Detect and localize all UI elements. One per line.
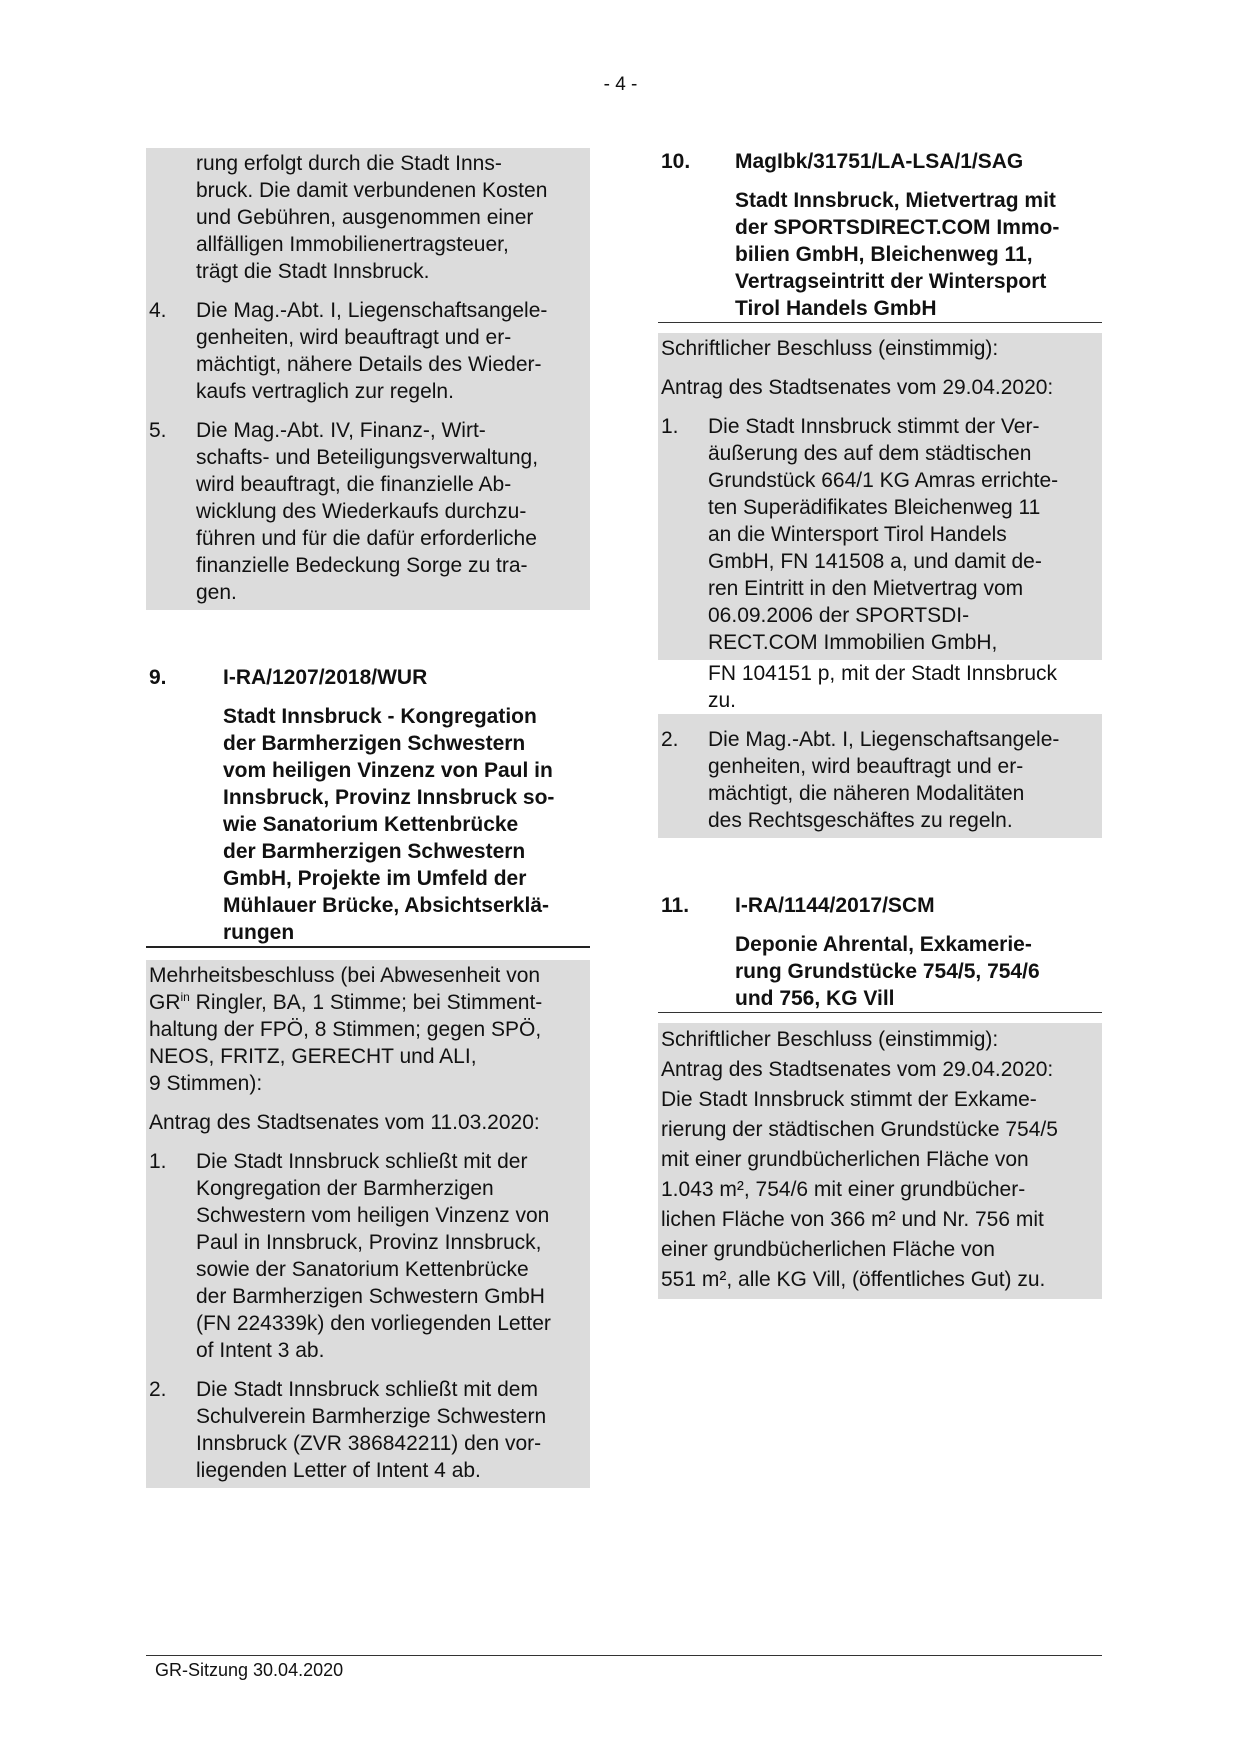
section-9 (146, 664, 590, 1488)
text-line: Die Stadt Innsbruck stimmt der Ver- (708, 415, 1040, 438)
title-line: Deponie Ahrental, Exkamerie- (735, 933, 1032, 956)
title-line: der Barmherzigen Schwestern (223, 732, 526, 755)
text-line: und Gebühren, ausgenommen einer (196, 206, 534, 229)
list-item-2 (661, 726, 1098, 834)
text-line: der Barmherzigen Schwestern GmbH (196, 1285, 545, 1308)
section-title (658, 187, 1102, 322)
text-line: zu. (708, 689, 737, 712)
text-line: genheiten, wird beauftragt und er- (708, 755, 1024, 778)
text-line: genheiten, wird beauftragt und er- (196, 326, 512, 349)
text-line: Mehrheitsbeschluss (bei Abwesenheit von (149, 964, 541, 987)
section-title (146, 703, 590, 946)
text-line: wird beauftragt, die finanzielle Ab- (196, 473, 512, 496)
text-line: Die Mag.-Abt. I, Liegenschaftsangele- (708, 728, 1060, 751)
text-line: 551 m², alle KG Vill, (öffentliches Gut) zu. (661, 1268, 1046, 1291)
section-10-body-continued (658, 660, 1102, 714)
text-line: Schwestern vom heiligen Vinzenz von (196, 1204, 550, 1227)
page-number: - 4 - (603, 74, 638, 95)
text-line: GmbH, FN 141508 a, und damit de- (708, 550, 1042, 573)
text-line: 1.043 m², 754/6 mit einer grundbücher- (661, 1178, 1026, 1201)
text-line: finanzielle Bedeckung Sorge zu tra- (196, 554, 528, 577)
text-line: mächtigt, nähere Details des Wieder- (196, 353, 542, 376)
section-10-body-item2 (658, 714, 1102, 838)
footer-divider (146, 1655, 1102, 1656)
text-line: schafts- und Beteiligungsverwaltung, (196, 446, 539, 469)
list-item-1 (661, 413, 1098, 656)
section-heading (658, 892, 1102, 919)
section-code: I-RA/1144/2017/SCM (735, 894, 935, 917)
text-line: ten Superädifikates Bleichenweg 11 (708, 496, 1041, 519)
decision-text (149, 962, 586, 1097)
text-line: Die Stadt Innsbruck schließt mit dem (196, 1378, 538, 1401)
title-line: wie Sanatorium Kettenbrücke (223, 813, 519, 836)
left-column (146, 148, 590, 1488)
section-11 (658, 892, 1102, 1299)
title-line: Stadt Innsbruck, Mietvertrag mit (735, 189, 1056, 212)
title-line: bilien GmbH, Bleichenweg 11, (735, 243, 1033, 266)
section-number: 11. (661, 894, 690, 917)
text-line: liegenden Letter of Intent 4 ab. (196, 1459, 481, 1482)
title-line: vom heiligen Vinzenz von Paul in (223, 759, 553, 782)
title-line: rung Grundstücke 754/5, 754/6 (735, 960, 1040, 983)
item-number: 1. (149, 1150, 167, 1173)
text-line: ren Eintritt in den Mietvertrag vom (708, 577, 1024, 600)
title-line: der Barmherzigen Schwestern (223, 840, 526, 863)
list-item-1 (149, 1148, 586, 1364)
list-item-2 (149, 1376, 586, 1484)
text-line: allfälligen Immobilienertragsteuer, (196, 233, 509, 256)
text-line: lichen Fläche von 366 m² und Nr. 756 mit (661, 1208, 1044, 1231)
text-line: Innsbruck (ZVR 386842211) den vor- (196, 1432, 542, 1455)
title-line: Vertragseintritt der Wintersport (735, 270, 1047, 293)
previous-section-continuation (146, 148, 590, 610)
section-9-body (146, 960, 590, 1488)
text-line: Die Mag.-Abt. I, Liegenschaftsangele- (196, 299, 548, 322)
text-line: of Intent 3 ab. (196, 1339, 325, 1362)
title-line: Innsbruck, Provinz Innsbruck so- (223, 786, 555, 809)
title-line: rungen (223, 921, 295, 944)
text-line: rung erfolgt durch die Stadt Inns- (196, 152, 502, 175)
text-line: FN 104151 p, mit der Stadt Innsbruck (708, 662, 1058, 685)
text-line: Paul in Innsbruck, Provinz Innsbruck, (196, 1231, 542, 1254)
text-line: Schulverein Barmherzige Schwestern (196, 1405, 547, 1428)
title-line: Stadt Innsbruck - Kongregation (223, 705, 537, 728)
text-line: wicklung des Wiederkaufs durchzu- (196, 500, 527, 523)
section-code: MagIbk/31751/LA-LSA/1/SAG (735, 150, 1024, 173)
text-line (149, 989, 586, 1016)
text-line: RECT.COM Immobilien GmbH, (708, 631, 998, 654)
item-number: 2. (661, 728, 679, 751)
text-line: 06.09.2006 der SPORTSDI- (708, 604, 970, 627)
text-line: Die Stadt Innsbruck stimmt der Exkame- (661, 1088, 1037, 1111)
title-line: der SPORTSDIRECT.COM Immo- (735, 216, 1060, 239)
decision-text: Schriftlicher Beschluss (einstimmig): (661, 1028, 999, 1051)
section-heading (658, 148, 1102, 175)
section-10-body (658, 333, 1102, 660)
antrag-text: Antrag des Stadtsenates vom 29.04.2020: (661, 376, 1054, 399)
section-title (658, 931, 1102, 1012)
text-line: Antrag des Stadtsenates vom 29.04.2020: (661, 1058, 1054, 1081)
gr-abbrev: GR (149, 991, 181, 1014)
text-line: trägt die Stadt Innsbruck. (196, 260, 430, 283)
text-line: Grundstück 664/1 KG Amras errichte- (708, 469, 1059, 492)
text-line: Die Mag.-Abt. IV, Finanz-, Wirt- (196, 419, 486, 442)
text-line: gen. (196, 581, 237, 604)
continuation-text (149, 150, 586, 285)
decision-text: Schriftlicher Beschluss (einstimmig): (661, 337, 999, 360)
item-number: 5. (149, 419, 167, 442)
text-line: haltung der FPÖ, 8 Stimmen; gegen SPÖ, (149, 1018, 542, 1041)
text-line: 9 Stimmen): (149, 1072, 263, 1095)
text-line: mit einer grundbücherlichen Fläche von (661, 1148, 1029, 1171)
text-line: führen und für die dafür erforderliche (196, 527, 537, 550)
item-number: 1. (661, 415, 679, 438)
text-line: sowie der Sanatorium Kettenbrücke (196, 1258, 529, 1281)
section-number: 10. (661, 150, 691, 173)
section-code: I-RA/1207/2018/WUR (223, 666, 428, 689)
item-number: 2. (149, 1378, 167, 1401)
text-line: NEOS, FRITZ, GERECHT und ALI, (149, 1045, 477, 1068)
gr-superscript: in (180, 990, 190, 1004)
text-fragment: Ringler, BA, 1 Stimme; bei Stimment- (189, 991, 543, 1014)
title-line: Mühlauer Brücke, Absichtserklä- (223, 894, 549, 917)
antrag-text: Antrag des Stadtsenates vom 11.03.2020: (149, 1111, 540, 1134)
title-line: GmbH, Projekte im Umfeld der (223, 867, 527, 890)
text-line: Kongregation der Barmherzigen (196, 1177, 494, 1200)
footer-text: GR-Sitzung 30.04.2020 (155, 1660, 344, 1680)
text-line: rierung der städtischen Grundstücke 754/5 (661, 1118, 1058, 1141)
text-line: äußerung des auf dem städtischen (708, 442, 1032, 465)
section-heading (146, 664, 590, 691)
title-line: und 756, KG Vill (735, 987, 895, 1010)
item-number: 4. (149, 299, 167, 322)
list-item-4 (149, 297, 586, 405)
section-10 (658, 148, 1102, 838)
text-line: bruck. Die damit verbundenen Kosten (196, 179, 548, 202)
section-number: 9. (149, 666, 167, 689)
text-line: einer grundbücherlichen Fläche von (661, 1238, 995, 1261)
text-line: mächtigt, die näheren Modalitäten (708, 782, 1025, 805)
text-line: des Rechtsgeschäftes zu regeln. (708, 809, 1013, 832)
section-11-body (658, 1023, 1102, 1299)
text-line: kaufs vertraglich zur regeln. (196, 380, 454, 403)
right-column (658, 148, 1102, 1299)
text-line: an die Wintersport Tirol Handels (708, 523, 1007, 546)
text-line: Die Stadt Innsbruck schließt mit der (196, 1150, 528, 1173)
text-line: (FN 224339k) den vorliegenden Letter (196, 1312, 551, 1335)
list-item-5 (149, 417, 586, 606)
title-line: Tirol Handels GmbH (735, 297, 937, 320)
